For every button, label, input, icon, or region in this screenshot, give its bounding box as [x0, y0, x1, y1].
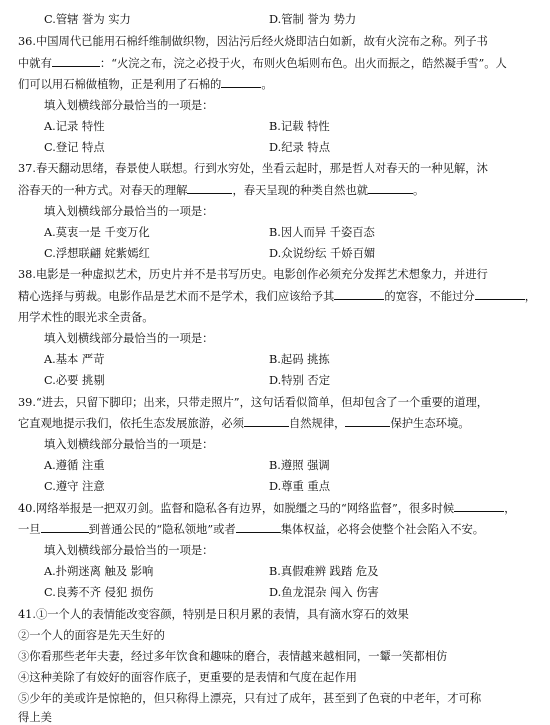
q36-text-line-3: 们可以用石棉做植物，正是利用了石棉的 。: [18, 78, 273, 91]
q37-blank-2: [368, 182, 413, 194]
q40-text-line-2: 一旦 到普通公民的“隐私领地”或者 集体权益，必将会使整个社会陷入不安。: [18, 523, 485, 536]
q39-blank-1: [244, 415, 289, 427]
q38-option-c: C.必要 挑剔: [44, 374, 105, 387]
q37-blank-1: [187, 182, 232, 194]
q39-option-b: B.遵照 强调: [269, 459, 330, 472]
q35-option-d: D.管制 誉为 势力: [269, 13, 357, 26]
q36-option-d: D.纪录 特点: [269, 141, 331, 154]
q39-text-line-2: 它直观地提示我们，依托生态发展旅游，必须 自然规律， 保护生态环境。: [18, 417, 470, 430]
q38-prompt: 填入划横线部分最恰当的一项是：: [44, 332, 214, 345]
q39-blank-2: [345, 415, 390, 427]
q37-text-line-1: 37.春天翻动思绪，春景使人联想。行到水穷处，坐看云起时，那是哲人对春天的一种见解，沐: [18, 162, 488, 175]
q37-text-line-2: 浴春天的一种方式。对春天的理解 ，春天呈现的种类自然也就 。: [18, 184, 425, 197]
q38-text-line-2: 精心选择与剪裁。电影作品是艺术而不是学术，我们应该给予其 的宽容，不能过分 ，: [18, 290, 537, 303]
q39-option-a: A.遵循 注重: [44, 459, 105, 472]
q36-option-a: A.记录 特性: [44, 120, 105, 133]
q38-text-line-1: 38.电影是一种虚拟艺术，历史片并不是书写历史。电影创作必须充分发挥艺术想象力，并进行: [18, 268, 488, 281]
q41-item-2: ②一个人的面容是先天生好的: [18, 629, 165, 642]
q41-item-4: ④这种美除了有姣好的面容作底子，更重要的是表情和气度在起作用: [18, 671, 357, 684]
q37-prompt: 填入划横线部分最恰当的一项是：: [44, 205, 214, 218]
q40-option-d: D.鱼龙混杂 闯入 伤害: [269, 586, 379, 599]
q36-blank-1: [52, 55, 100, 67]
q38-text-line-3: 用学术性的眼光求全责备。: [18, 311, 154, 324]
q37-option-d: D.众说纷纭 千娇百媚: [269, 247, 376, 260]
q37-option-a: A.莫衷一是 千变万化: [44, 226, 150, 239]
q41-item-1: 41.①一个人的表情能改变容颜，特别是日积月累的表情，具有滴水穿石的效果: [18, 608, 409, 621]
q38-option-b: B.起码 挑拣: [269, 353, 330, 366]
q36-prompt: 填入划横线部分最恰当的一项是：: [44, 99, 214, 112]
q36-option-c: C.登记 特点: [44, 141, 105, 154]
q40-blank-1: [454, 500, 504, 512]
q36-text-line-1: 36.中国周代已能用石棉纤维制做织物，因沾污后经火烧即洁白如新，故有火浣布之称。列子书: [18, 35, 488, 48]
q40-option-a: A.扑朔迷离 触及 影响: [44, 565, 154, 578]
q41-item-5: ⑤少年的美或许是惊艳的，但只称得上漂亮，只有过了成年，甚至到了色衰的中老年，才可称: [18, 692, 482, 705]
q40-blank-2: [41, 521, 89, 533]
q38-blank-2: [475, 288, 525, 300]
q38-option-a: A.基本 严苛: [44, 353, 105, 366]
q36-text-line-2: 中就有 ：“火浣之布，浣之必投于火，布则火色垢则布色。出火而振之，皓然凝手雪”。人: [18, 57, 507, 70]
q41-item-5-continued: 得上美: [18, 711, 52, 724]
q39-text-line-1: 39.“进去，只留下脚印；出来，只带走照片”，这句话看似简单，但却包含了一个重要的道理，: [18, 396, 489, 409]
q40-text-line-1: 40.网络举报是一把双刃剑。监督和隐私各有边界，如脱缰之马的“网络监督”，很多时候 ，: [18, 502, 516, 515]
q35-option-c: C.管辖 誉为 实力: [44, 13, 131, 26]
q39-option-c: C.遵守 注意: [44, 480, 105, 493]
q38-option-d: D.特别 否定: [269, 374, 331, 387]
q39-prompt: 填入划横线部分最恰当的一项是：: [44, 438, 214, 451]
q37-option-b: B.因人而异 千姿百态: [269, 226, 375, 239]
q41-item-3: ③你看那些老年夫妻，经过多年饮食和趣味的磨合，表情越来越相同，一颦一笑都相仿: [18, 650, 448, 663]
q40-blank-3: [236, 521, 281, 533]
q37-option-c: C.浮想联翩 姹紫嫣红: [44, 247, 150, 260]
q36-blank-2: [221, 76, 261, 88]
q40-prompt: 填入划横线部分最恰当的一项是：: [44, 544, 214, 557]
q40-option-c: C.良莠不齐 侵犯 损伤: [44, 586, 154, 599]
q39-option-d: D.尊重 重点: [269, 480, 331, 493]
q38-blank-1: [334, 288, 384, 300]
q40-option-b: B.真假难辨 践踏 危及: [269, 565, 379, 578]
q36-option-b: B.记载 特性: [269, 120, 330, 133]
